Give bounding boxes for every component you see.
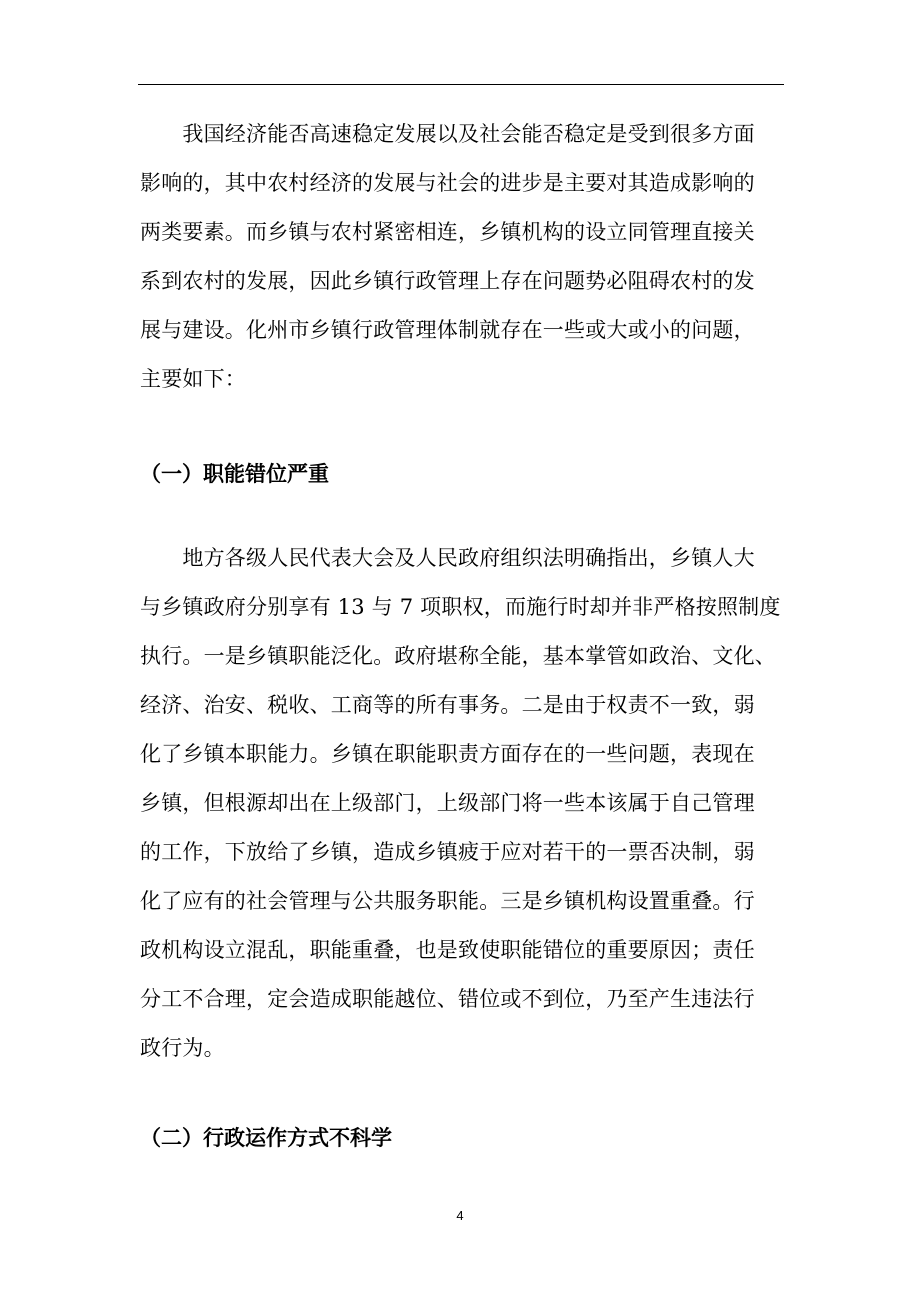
paragraph-line: 与乡镇政府分别享有 13 与 7 项职权，而施行时却并非严格按照制度 xyxy=(140,595,781,619)
page-number: 4 xyxy=(456,1208,464,1223)
paragraph-line: 化了乡镇本职能力。乡镇在职能职责方面存在的一些问题，表现在 xyxy=(140,742,755,766)
paragraph-line: 展与建设。化州市乡镇行政管理体制就存在一些或大或小的问题， xyxy=(140,318,755,342)
paragraph-line: 地方各级人民代表大会及人民政府组织法明确指出，乡镇人大 xyxy=(140,546,755,570)
header-rule xyxy=(138,84,784,85)
paragraph-line: 经济、治安、税收、工商等的所有事务。二是由于权责不一致，弱 xyxy=(140,693,755,717)
section-heading-1: （一）职能错位严重 xyxy=(140,462,329,486)
paragraph-line: 执行。一是乡镇职能泛化。政府堪称全能，基本掌管如政治、文化、 xyxy=(140,644,776,668)
paragraph-line: 的工作，下放给了乡镇，造成乡镇疲于应对若干的一票否决制，弱 xyxy=(140,840,755,864)
paragraph-line: 分工不合理，定会造成职能越位、错位或不到位，乃至产生违法行 xyxy=(140,987,755,1011)
section-heading-2: （二）行政运作方式不科学 xyxy=(140,1126,392,1150)
paragraph-line: 乡镇，但根源却出在上级部门，上级部门将一些本该属于自己管理 xyxy=(140,791,755,815)
paragraph-line: 我国经济能否高速稳定发展以及社会能否稳定是受到很多方面 xyxy=(140,122,755,146)
paragraph-line: 化了应有的社会管理与公共服务职能。三是乡镇机构设置重叠。行 xyxy=(140,889,755,913)
paragraph-line: 政机构设立混乱，职能重叠，也是致使职能错位的重要原因；责任 xyxy=(140,938,755,962)
paragraph-line: 系到农村的发展，因此乡镇行政管理上存在问题势必阻碍农村的发 xyxy=(140,269,755,293)
paragraph-line: 主要如下： xyxy=(140,367,246,391)
paragraph-line: 影响的，其中农村经济的发展与社会的进步是主要对其造成影响的 xyxy=(140,171,755,195)
paragraph-line: 政行为。 xyxy=(140,1036,225,1060)
paragraph-line: 两类要素。而乡镇与农村紧密相连，乡镇机构的设立同管理直接关 xyxy=(140,220,755,244)
